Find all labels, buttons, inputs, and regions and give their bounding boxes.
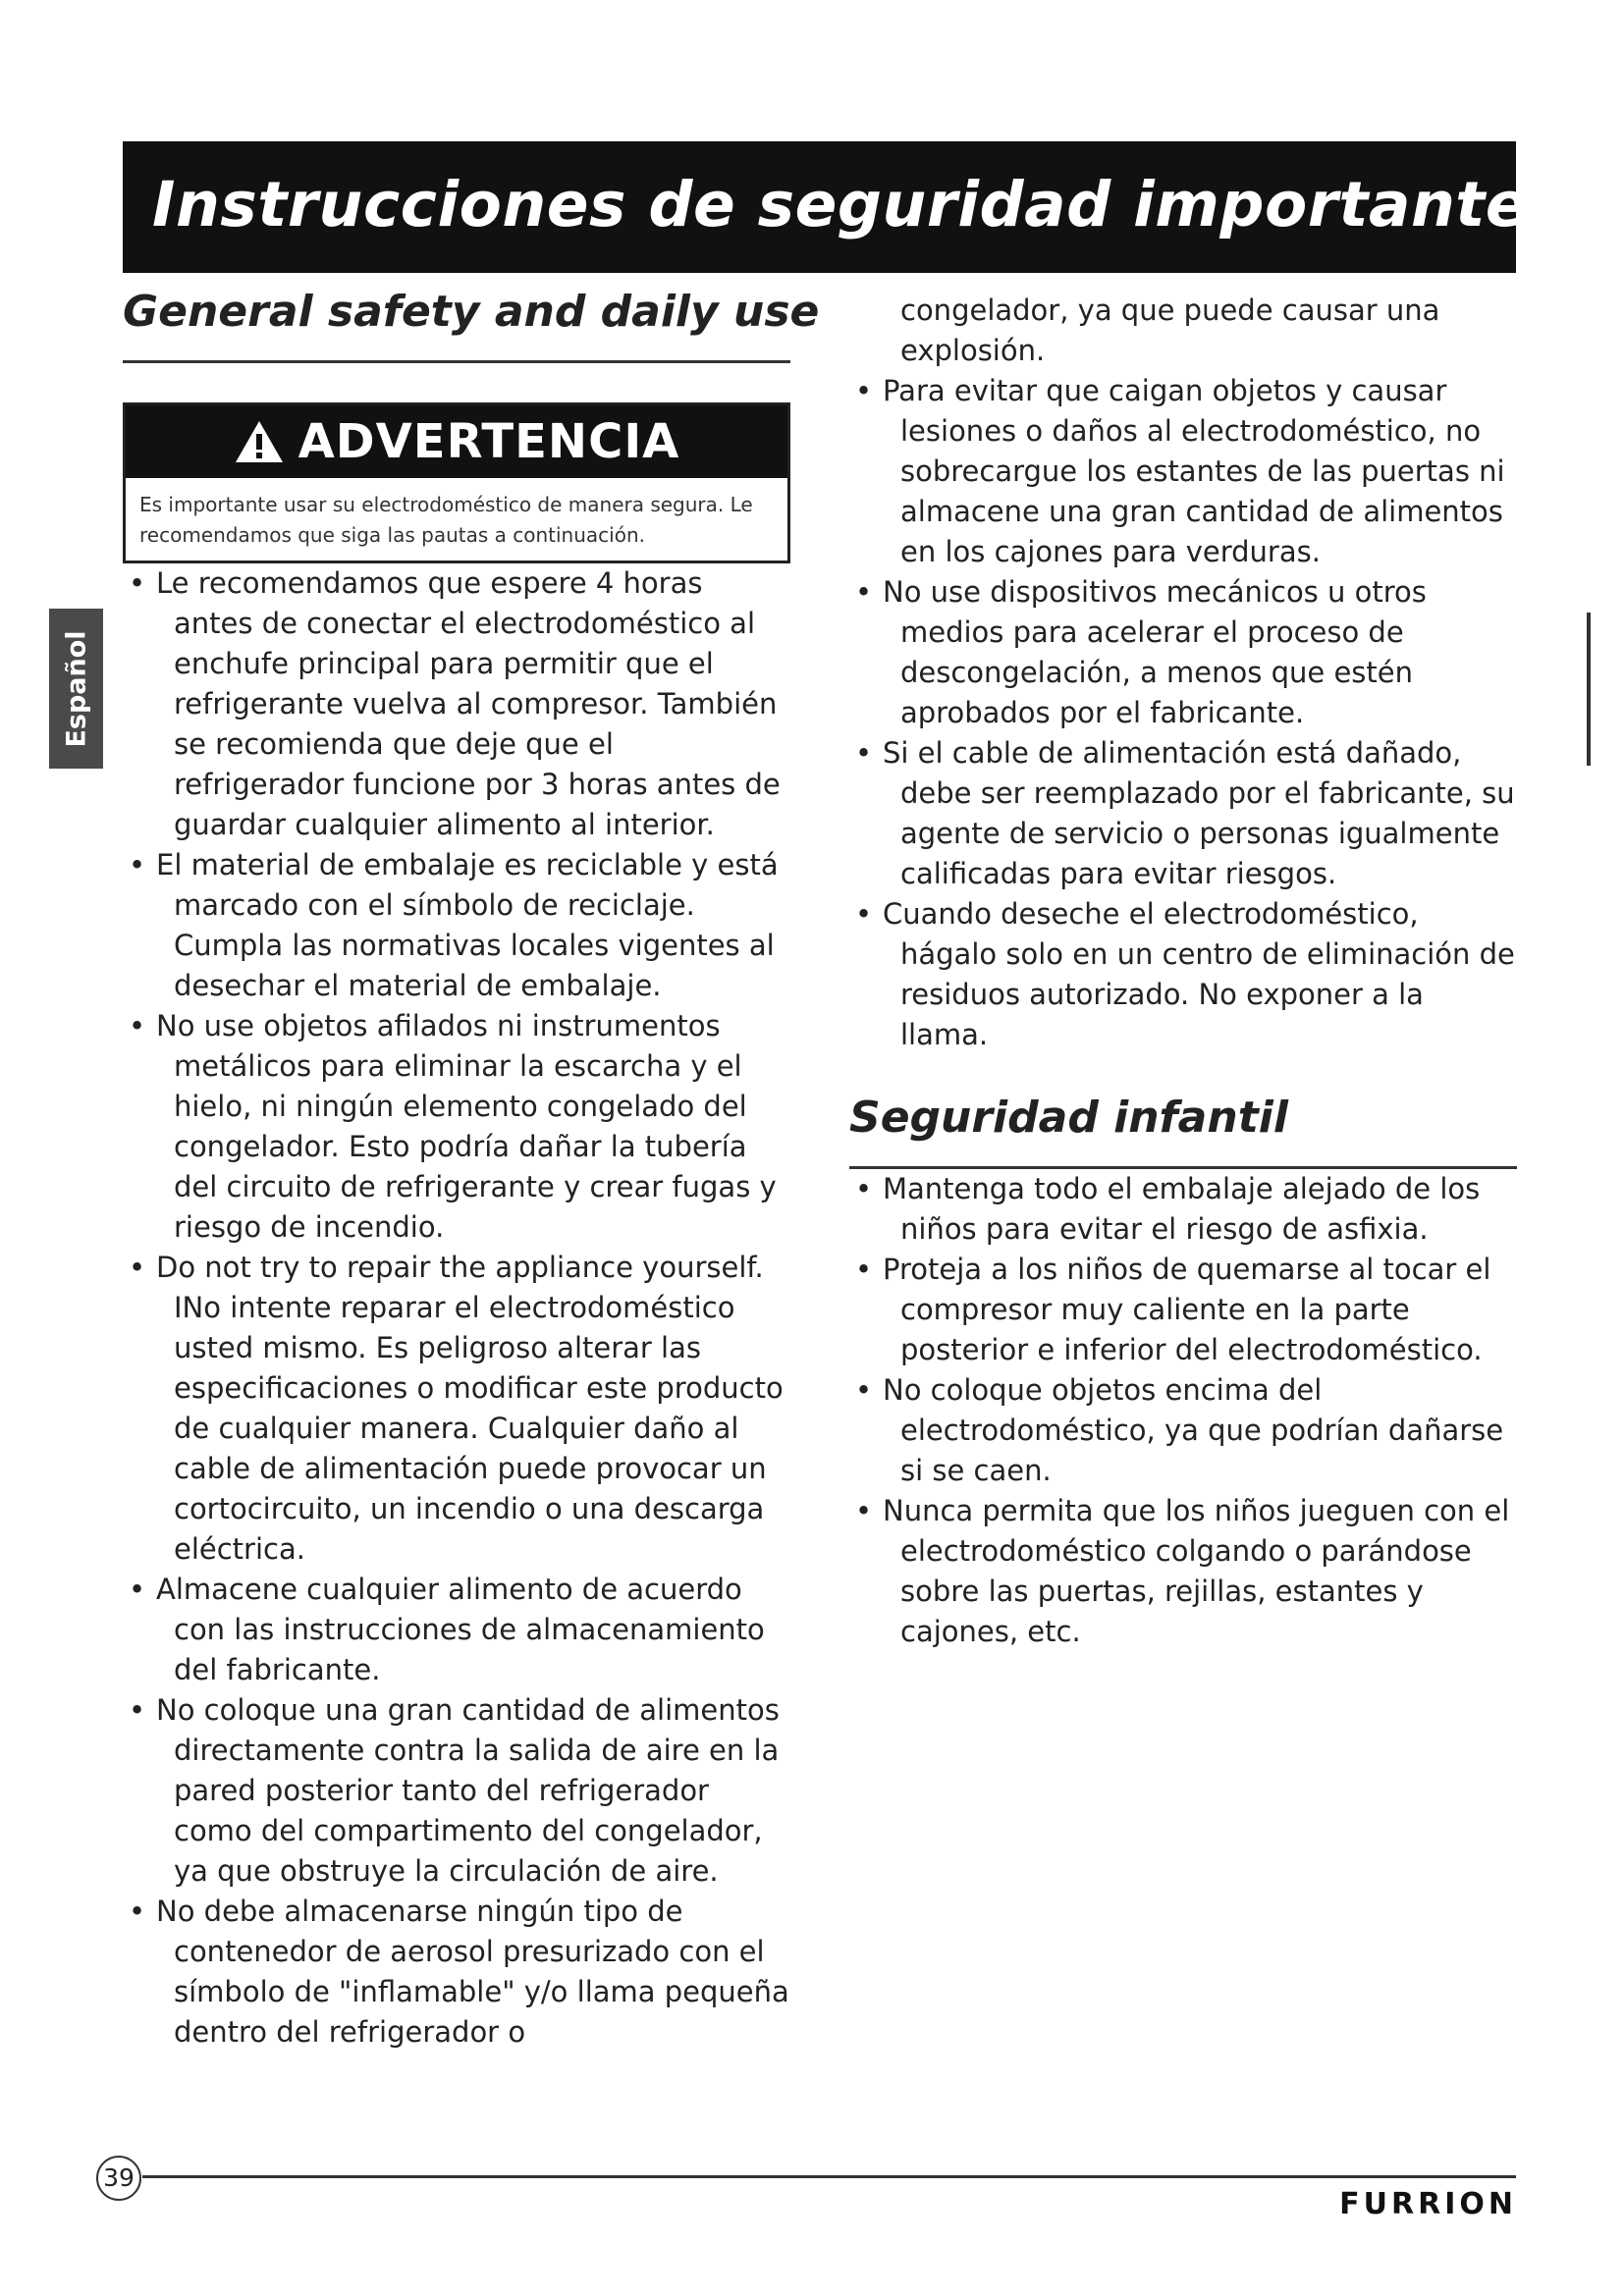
section-divider — [123, 360, 790, 363]
brand-logo: FURRION — [1339, 2187, 1517, 2221]
section-title-general: General safety and daily use — [123, 287, 820, 337]
warning-header — [126, 405, 787, 478]
list-item: • Nunca permita que los niños jueguen con el electrodoméstico colgando o parándose sobre las puertas, rejillas, estantes y cajones, etc. — [849, 1491, 1517, 1652]
list-item: • No use dispositivos mecánicos u otros medios para acelerar el proceso de descongelación, a menos que estén aprobados por el fabricante. — [849, 572, 1517, 733]
list-item: • Almacene cualquier alimento de acuerdo con las instrucciones de almacenamiento del fabricante. — [123, 1570, 790, 1690]
warning-box — [123, 402, 790, 563]
list-item: • Proteja a los niños de quemarse al tocar el compresor muy caliente en la parte posterior e inferior del electrodoméstico. — [849, 1250, 1517, 1370]
list-item: • No debe almacenarse ningún tipo de contenedor de aerosol presurizado con el símbolo de "inflamable" y/o llama pequeña dentro del refrigerador o — [123, 1892, 790, 2053]
language-tab-label: Español — [61, 629, 91, 748]
footer-rule — [142, 2175, 1516, 2178]
child-safety-section — [849, 1093, 1517, 1652]
list-item: • Do not try to repair the appliance yourself. INo intente reparar el electrodoméstico usted mismo. Es peligroso alterar las especificaciones o modificar este producto de cualquier manera. Cualquier daño al cable de alimentación puede provocar un cortocircuito, un incendio o una descarga eléctrica. — [123, 1248, 790, 1570]
page-title: Instrucciones de seguridad importantes — [152, 169, 1566, 240]
general-safety-list-continued — [849, 371, 1517, 1055]
list-item: • Para evitar que caigan objetos y causar lesiones o daños al electrodoméstico, no sobrecargue los estantes de las puertas ni almacene una gran cantidad de alimentos en los cajones para verduras. — [849, 371, 1517, 572]
right-column — [849, 291, 1517, 1652]
list-item: • Le recomendamos que espere 4 horas antes de conectar el electrodoméstico al enchufe principal para permitir que el refrigerante vuelva al compresor. También se recomienda que deje que el refrigerador funcione por 3 horas antes de guardar cualquier alimento al interior. — [123, 563, 790, 845]
list-item: • Si el cable de alimentación está dañado, debe ser reemplazado por el fabricante, su agente de servicio o personas igualmente calificadas para evitar riesgos. — [849, 733, 1517, 894]
left-column — [123, 287, 820, 2053]
list-item: • No coloque objetos encima del electrodoméstico, ya que podrían dañarse si se caen. — [849, 1370, 1517, 1491]
language-tab — [49, 609, 103, 769]
list-item: • No use objetos afilados ni instrumentos metálicos para eliminar la escarcha y el hielo, ni ningún elemento congelado del congelador. Esto podría dañar la tubería del circuito de refrigerante y crear fugas y riesgo de incendio. — [123, 1006, 790, 1248]
child-safety-list — [849, 1169, 1517, 1652]
general-safety-list — [123, 563, 790, 2053]
list-item: • El material de embalaje es reciclable y está marcado con el símbolo de reciclaje. Cumpla las normativas locales vigentes al desechar el material de embalaje. — [123, 845, 790, 1006]
warning-label: ADVERTENCIA — [298, 414, 680, 469]
list-item-continuation: congelador, ya que puede causar una explosión. — [900, 294, 1440, 367]
list-item: • Mantenga todo el embalaje alejado de los niños para evitar el riesgo de asfixia. — [849, 1169, 1517, 1250]
list-item: • Cuando deseche el electrodoméstico, hágalo solo en un centro de eliminación de residuos autorizado. No exponer a la llama. — [849, 894, 1517, 1055]
warning-triangle-icon — [234, 419, 285, 464]
margin-marker — [1587, 613, 1591, 766]
list-item: • No coloque una gran cantidad de alimentos directamente contra la salida de aire en la pared posterior tanto del refrigerador como del compartimento del congelador, ya que obstruye la circulación de aire. — [123, 1690, 790, 1892]
warning-text: Es importante usar su electrodoméstico de manera segura. Le recomendamos que siga las pautas a continuación. — [139, 493, 753, 547]
page-number: 39 — [96, 2156, 141, 2201]
title-banner — [123, 141, 1566, 273]
section-title-child: Seguridad infantil — [849, 1093, 1288, 1143]
